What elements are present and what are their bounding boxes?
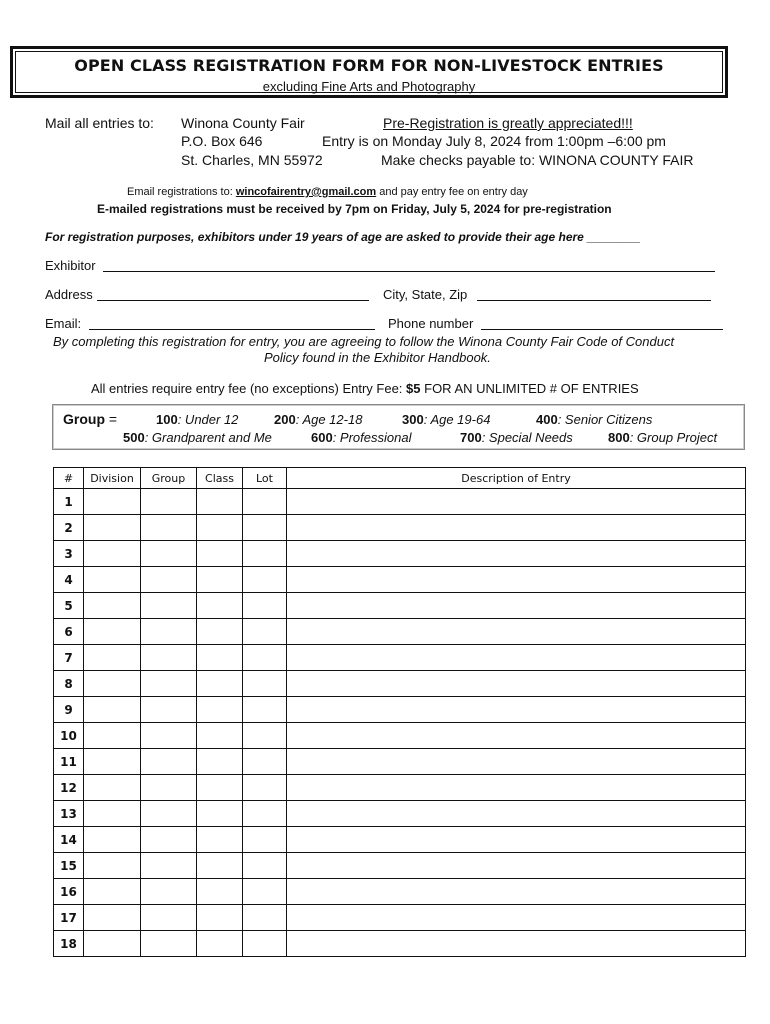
description-cell[interactable] — [287, 645, 746, 671]
description-cell[interactable] — [287, 775, 746, 801]
group-cell[interactable] — [141, 541, 197, 567]
group-800: 800: Group Project — [608, 430, 718, 445]
row-number: 12 — [54, 775, 84, 801]
email-address-link[interactable]: wincofairentry@gmail.com — [235, 186, 377, 198]
description-cell[interactable] — [287, 619, 746, 645]
division-cell[interactable] — [84, 749, 141, 775]
exhibitor-input-line[interactable] — [103, 271, 715, 272]
row-number: 15 — [54, 853, 84, 879]
email-label: Email: — [45, 316, 82, 331]
address-input-line[interactable] — [97, 300, 369, 301]
mail-label: Mail all entries to: — [45, 115, 154, 131]
group-200: 200: Age 12-18 — [274, 412, 363, 427]
group-cell[interactable] — [141, 515, 197, 541]
class-cell[interactable] — [197, 931, 243, 957]
checks-payable: Make checks payable to: WINONA COUNTY FAIR — [381, 152, 694, 168]
lot-cell[interactable] — [243, 645, 287, 671]
column-header-number: # — [54, 468, 84, 489]
description-cell[interactable] — [287, 749, 746, 775]
class-cell[interactable] — [197, 541, 243, 567]
table-row — [54, 697, 746, 723]
description-cell[interactable] — [287, 489, 746, 515]
table-row — [54, 827, 746, 853]
group-cell[interactable] — [141, 619, 197, 645]
row-number: 16 — [54, 879, 84, 905]
division-cell[interactable] — [84, 827, 141, 853]
class-cell[interactable] — [197, 567, 243, 593]
group-cell[interactable] — [141, 905, 197, 931]
group-cell[interactable] — [141, 671, 197, 697]
division-cell[interactable] — [84, 723, 141, 749]
row-number: 17 — [54, 905, 84, 931]
row-number: 8 — [54, 671, 84, 697]
description-cell[interactable] — [287, 723, 746, 749]
lot-cell[interactable] — [243, 567, 287, 593]
lot-cell[interactable] — [243, 515, 287, 541]
description-cell[interactable] — [287, 541, 746, 567]
division-cell[interactable] — [84, 879, 141, 905]
group-cell[interactable] — [141, 801, 197, 827]
class-cell[interactable] — [197, 593, 243, 619]
description-cell[interactable] — [287, 905, 746, 931]
row-number: 5 — [54, 593, 84, 619]
age-note: For registration purposes, exhibitors under 19 years of age are asked to provide their age here ________ — [45, 230, 641, 244]
email-note — [127, 186, 528, 198]
division-cell[interactable] — [84, 853, 141, 879]
lot-cell[interactable] — [243, 931, 287, 957]
description-cell[interactable] — [287, 827, 746, 853]
table-row — [54, 801, 746, 827]
entry-date: Entry is on Monday July 8, 2024 from 1:00pm –6:00 pm — [322, 133, 666, 149]
division-cell[interactable] — [84, 905, 141, 931]
lot-cell[interactable] — [243, 775, 287, 801]
description-cell[interactable] — [287, 801, 746, 827]
division-cell[interactable] — [84, 801, 141, 827]
division-cell[interactable] — [84, 515, 141, 541]
table-row — [54, 619, 746, 645]
table-row — [54, 749, 746, 775]
row-number: 11 — [54, 749, 84, 775]
description-cell[interactable] — [287, 879, 746, 905]
mail-line-1: Winona County Fair — [181, 115, 305, 131]
table-row — [54, 567, 746, 593]
lot-cell[interactable] — [243, 541, 287, 567]
exhibitor-label: Exhibitor — [45, 258, 96, 273]
email-input-line[interactable] — [89, 329, 375, 330]
city-state-zip-label: City, State, Zip — [383, 287, 468, 302]
group-cell[interactable] — [141, 645, 197, 671]
table-row — [54, 775, 746, 801]
mail-line-2: P.O. Box 646 — [181, 133, 263, 149]
column-header-division: Division — [84, 468, 141, 489]
description-cell[interactable] — [287, 853, 746, 879]
group-cell[interactable] — [141, 567, 197, 593]
row-number: 3 — [54, 541, 84, 567]
entry-fee-amount: $5 — [406, 381, 421, 396]
description-cell[interactable] — [287, 931, 746, 957]
class-cell[interactable] — [197, 853, 243, 879]
column-header-group: Group — [141, 468, 197, 489]
table-row — [54, 515, 746, 541]
group-cell[interactable] — [141, 697, 197, 723]
phone-label: Phone number — [388, 316, 474, 331]
row-number: 18 — [54, 931, 84, 957]
table-row — [54, 671, 746, 697]
group-cell[interactable] — [141, 827, 197, 853]
entries-table-body — [54, 489, 746, 957]
division-cell[interactable] — [84, 671, 141, 697]
group-cell[interactable] — [141, 489, 197, 515]
group-cell[interactable] — [141, 723, 197, 749]
class-cell[interactable] — [197, 671, 243, 697]
division-cell[interactable] — [84, 619, 141, 645]
prereg-note: Pre-Registration is greatly appreciated!!! — [383, 115, 633, 131]
class-cell[interactable] — [197, 515, 243, 541]
mail-line-3: St. Charles, MN 55972 — [181, 152, 323, 168]
address-label: Address — [45, 287, 93, 302]
lot-cell[interactable] — [243, 827, 287, 853]
entries-table — [53, 467, 746, 957]
city-state-zip-input-line[interactable] — [477, 300, 711, 301]
group-600: 600: Professional — [311, 430, 412, 445]
table-row — [54, 541, 746, 567]
conduct-note-line-1: By completing this registration for entry, you are agreeing to follow the Winona County Fair Code of Conduct — [53, 334, 675, 349]
group-cell[interactable] — [141, 931, 197, 957]
entry-fee-note — [91, 381, 639, 396]
division-cell[interactable] — [84, 931, 141, 957]
class-cell[interactable] — [197, 801, 243, 827]
row-number: 14 — [54, 827, 84, 853]
class-cell[interactable] — [197, 723, 243, 749]
lot-cell[interactable] — [243, 697, 287, 723]
email-note-prefix: Email registrations to: — [127, 186, 236, 198]
column-header-description: Description of Entry — [287, 468, 746, 489]
phone-input-line[interactable] — [481, 329, 723, 330]
lot-cell[interactable] — [243, 671, 287, 697]
class-cell[interactable] — [197, 489, 243, 515]
lot-cell[interactable] — [243, 723, 287, 749]
table-row — [54, 593, 746, 619]
lot-cell[interactable] — [243, 489, 287, 515]
row-number: 7 — [54, 645, 84, 671]
description-cell[interactable] — [287, 697, 746, 723]
description-cell[interactable] — [287, 567, 746, 593]
group-cell[interactable] — [141, 879, 197, 905]
email-deadline: E-mailed registrations must be received by 7pm on Friday, July 5, 2024 for pre-registration — [97, 202, 612, 216]
row-number: 4 — [54, 567, 84, 593]
row-number: 1 — [54, 489, 84, 515]
class-cell[interactable] — [197, 827, 243, 853]
row-number: 2 — [54, 515, 84, 541]
division-cell[interactable] — [84, 567, 141, 593]
division-cell[interactable] — [84, 593, 141, 619]
conduct-note-line-2: Policy found in the Exhibitor Handbook. — [264, 350, 491, 365]
row-number: 13 — [54, 801, 84, 827]
group-500: 500: Grandparent and Me — [123, 430, 272, 445]
class-cell[interactable] — [197, 619, 243, 645]
group-cell[interactable] — [141, 593, 197, 619]
group-cell[interactable] — [141, 749, 197, 775]
form-title: OPEN CLASS REGISTRATION FORM FOR NON-LIVESTOCK ENTRIES — [74, 56, 664, 75]
lot-cell[interactable] — [243, 801, 287, 827]
lot-cell[interactable] — [243, 593, 287, 619]
form-title-box — [10, 46, 728, 98]
group-700: 700: Special Needs — [460, 430, 573, 445]
lot-cell[interactable] — [243, 853, 287, 879]
class-cell[interactable] — [197, 749, 243, 775]
group-cell[interactable] — [141, 853, 197, 879]
entry-fee-text: All entries require entry fee (no exceptions) Entry Fee: — [91, 381, 407, 396]
entry-fee-rest: FOR AN UNLIMITED # OF ENTRIES — [420, 381, 639, 396]
class-cell[interactable] — [197, 905, 243, 931]
group-cell[interactable] — [141, 775, 197, 801]
row-number: 6 — [54, 619, 84, 645]
class-cell[interactable] — [197, 645, 243, 671]
form-subtitle: excluding Fine Arts and Photography — [262, 79, 476, 94]
group-legend-label: Group = — [63, 411, 118, 427]
group-legend — [52, 404, 745, 450]
table-row — [54, 645, 746, 671]
class-cell[interactable] — [197, 697, 243, 723]
lot-cell[interactable] — [243, 879, 287, 905]
division-cell[interactable] — [84, 489, 141, 515]
group-300: 300: Age 19-64 — [402, 412, 491, 427]
table-row — [54, 489, 746, 515]
column-header-class: Class — [197, 468, 243, 489]
table-header-row — [54, 468, 746, 489]
table-row — [54, 905, 746, 931]
description-cell[interactable] — [287, 593, 746, 619]
table-row — [54, 931, 746, 957]
class-cell[interactable] — [197, 775, 243, 801]
table-row — [54, 853, 746, 879]
class-cell[interactable] — [197, 879, 243, 905]
email-note-suffix: and pay entry fee on entry day — [376, 186, 528, 198]
division-cell[interactable] — [84, 697, 141, 723]
row-number: 9 — [54, 697, 84, 723]
row-number: 10 — [54, 723, 84, 749]
lot-cell[interactable] — [243, 905, 287, 931]
table-row — [54, 723, 746, 749]
division-cell[interactable] — [84, 541, 141, 567]
division-cell[interactable] — [84, 645, 141, 671]
division-cell[interactable] — [84, 775, 141, 801]
description-cell[interactable] — [287, 671, 746, 697]
description-cell[interactable] — [287, 515, 746, 541]
table-row — [54, 879, 746, 905]
group-100: 100: Under 12 — [156, 412, 239, 427]
lot-cell[interactable] — [243, 619, 287, 645]
lot-cell[interactable] — [243, 749, 287, 775]
group-400: 400: Senior Citizens — [536, 412, 653, 427]
column-header-lot: Lot — [243, 468, 287, 489]
